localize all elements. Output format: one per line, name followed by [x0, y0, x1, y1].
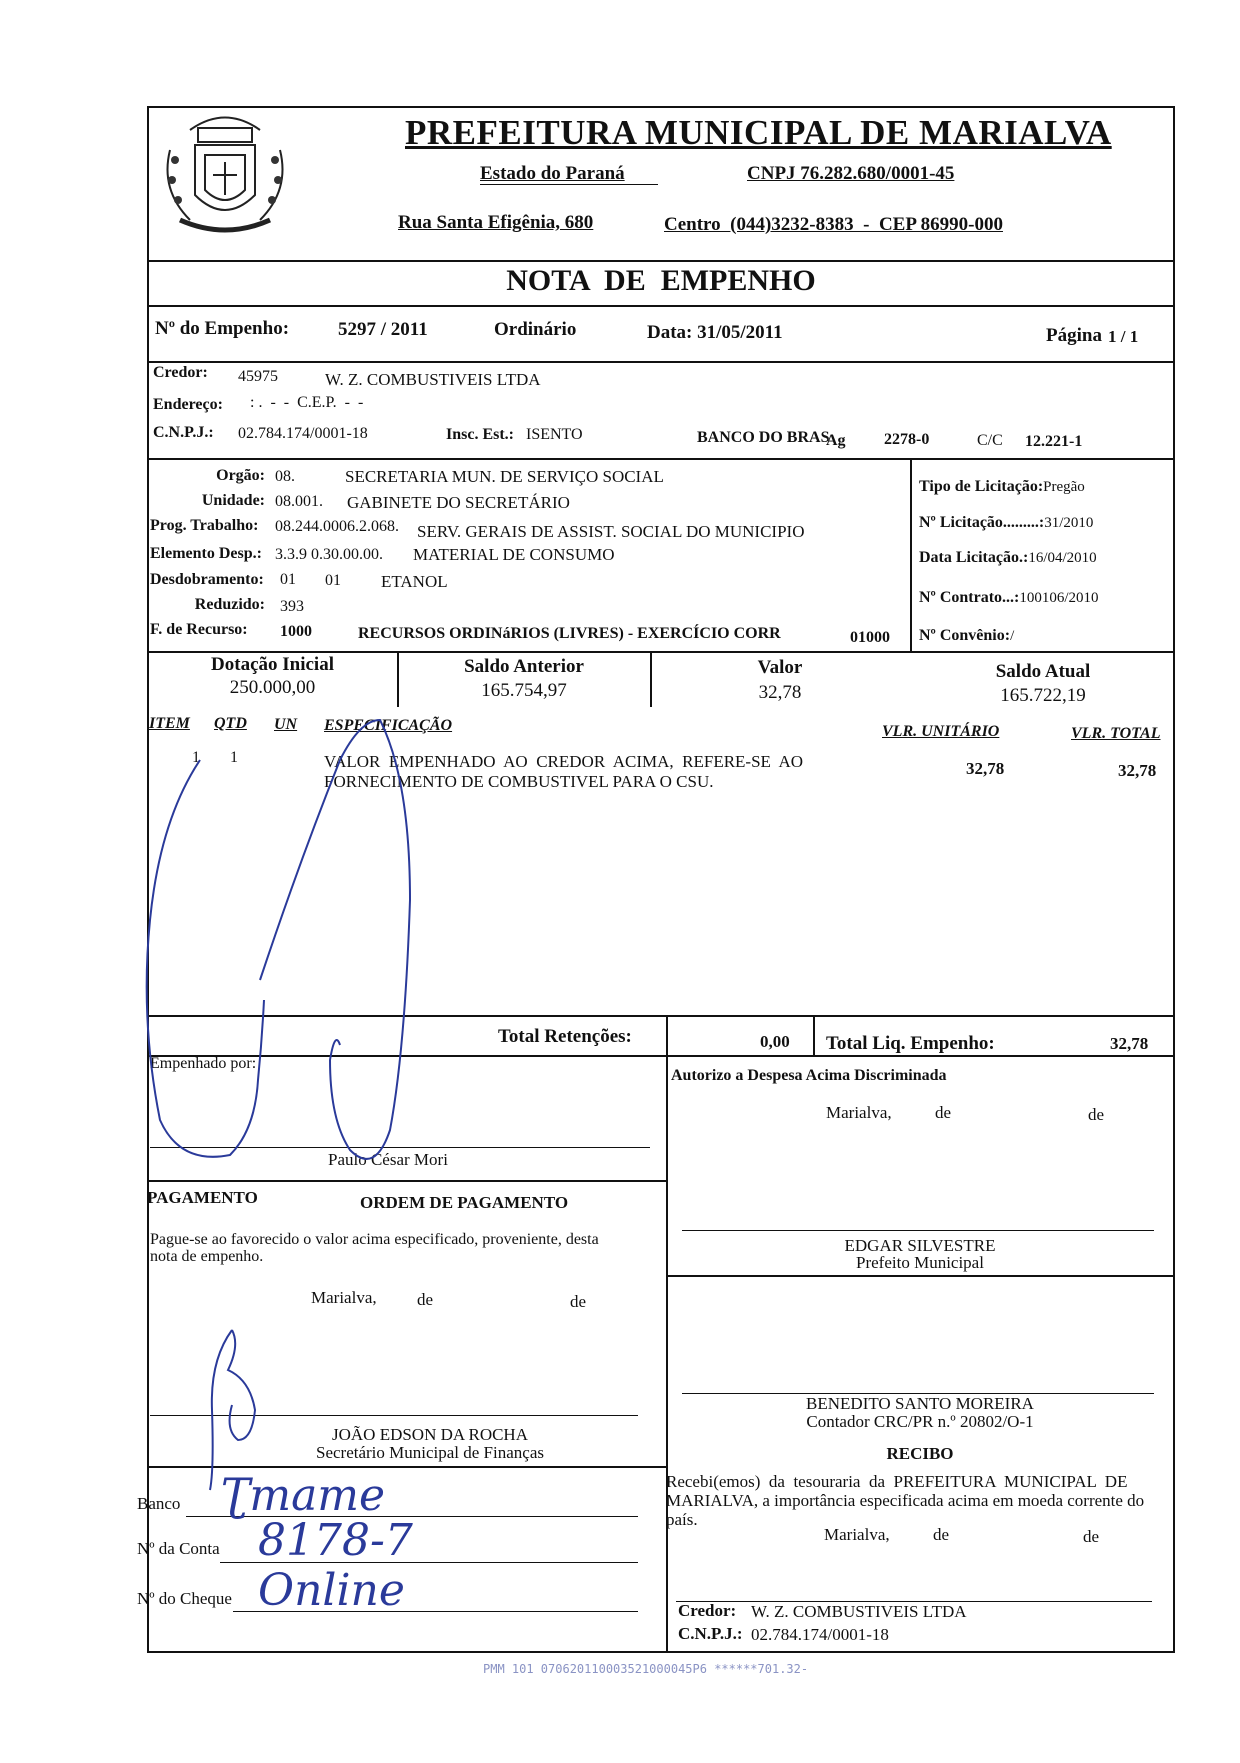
prog-label: Prog. Trabalho:: [150, 517, 259, 534]
empenho-type: Ordinário: [494, 319, 577, 340]
credor-label: Credor:: [153, 364, 208, 381]
page-title: PREFEITURA MUNICIPAL DE MARIALVA: [405, 113, 1112, 152]
empenho-label: Nº do Empenho:: [155, 318, 290, 339]
recibo-text-line-1: Recebi(emos) da tesouraria da PREFEITURA MUNICIPAL DE: [666, 1472, 1128, 1491]
convenio-label: Nº Convênio:: [919, 627, 1011, 644]
ordem-pagamento-title: ORDEM DE PAGAMENTO: [360, 1193, 569, 1212]
unidade-code: 08.001.: [275, 493, 323, 510]
saldo-atual-label: Saldo Atual: [995, 661, 1091, 682]
cnpj-label: C.N.P.J.:: [153, 424, 214, 441]
desd-name: ETANOL: [381, 572, 448, 591]
licitacao-tipo-value: Pregão: [1043, 479, 1085, 495]
reduzido-label: Reduzido:: [194, 596, 265, 613]
account-label: C/C: [977, 432, 1003, 449]
insc-value: ISENTO: [526, 426, 583, 443]
col-vlr-total: VLR. TOTAL: [1071, 725, 1161, 742]
recibo-credor-name: W. Z. COMBUSTIVEIS LTDA: [751, 1602, 967, 1621]
desd-code-1: 01: [280, 571, 296, 588]
state-name: Estado do Paraná: [480, 163, 625, 184]
elem-code: 3.3.9 0.30.00.00.: [275, 546, 383, 563]
recibo-text-line-2: MARIALVA, a importância especificada acima em moeda corrente do: [666, 1491, 1145, 1510]
contador-cargo: Contador CRC/PR n.º 20802/O-1: [806, 1412, 1034, 1431]
reduzido-value: 393: [280, 598, 304, 615]
saldo-anterior-label: Saldo Anterior: [464, 656, 584, 677]
col-qtd: QTD: [214, 715, 247, 732]
conta-label: Nº da Conta: [137, 1539, 220, 1558]
orgao-code: 08.: [275, 468, 295, 485]
elem-name: MATERIAL DE CONSUMO: [413, 545, 615, 564]
pagamento-de-2: de: [570, 1292, 587, 1311]
page-number: 1 / 1: [1108, 327, 1139, 346]
orgao-label: Orgão:: [216, 467, 265, 484]
item-total-value: 32,78: [1118, 761, 1157, 780]
page-label: Página: [1046, 325, 1102, 346]
contador-nome: BENEDITO SANTO MOREIRA: [806, 1394, 1034, 1413]
recibo-cnpj-value: 02.784.174/0001-18: [751, 1625, 889, 1644]
recibo-text-line-3: país.: [666, 1510, 698, 1529]
saldo-atual-value: 165.722,19: [1000, 685, 1086, 706]
prog-name: SERV. GERAIS DE ASSIST. SOCIAL DO MUNICIPIO: [417, 522, 805, 541]
licitacao-numero-value: 31/2010: [1044, 515, 1094, 531]
banco-label: Banco: [137, 1494, 181, 1513]
liq-empenho-label: Total Liq. Empenho:: [826, 1033, 995, 1054]
valor-value: 32,78: [758, 682, 802, 703]
credor-code: 45975: [238, 368, 278, 385]
empenhado-nome: Paulo César Mori: [328, 1150, 448, 1169]
valor-label: Valor: [757, 657, 803, 678]
cheque-handwritten: Online: [258, 1565, 405, 1616]
item-unit-value: 32,78: [966, 759, 1005, 778]
desd-label: Desdobramento:: [150, 571, 264, 588]
banco-handwritten: Ʈmame: [220, 1470, 386, 1521]
address-street: Rua Santa Efigênia, 680: [398, 212, 594, 233]
saldo-anterior-value: 165.754,97: [481, 680, 567, 701]
endereco-value: : . - - C.E.P. - -: [250, 394, 364, 411]
autorizo-local: Marialva,: [826, 1103, 892, 1122]
autorizo-de-2: de: [1088, 1105, 1105, 1124]
autorizo-de-1: de: [935, 1103, 952, 1122]
recurso-code: 1000: [280, 623, 312, 640]
pagamento-label: PAGAMENTO: [147, 1188, 258, 1207]
retencoes-label: Total Retenções:: [498, 1026, 632, 1047]
item-qtd: 1: [230, 749, 238, 766]
pagamento-text-line-2: nota de empenho.: [150, 1248, 264, 1265]
elem-label: Elemento Desp.:: [150, 545, 262, 562]
endereco-label: Endereço:: [153, 396, 223, 413]
col-item: ITEM: [149, 715, 190, 732]
recibo-credor-label: Credor:: [678, 1601, 737, 1620]
recibo-title: RECIBO: [886, 1444, 954, 1463]
insc-label: Insc. Est.:: [446, 426, 515, 443]
empenho-number: 5297 / 2011: [338, 319, 428, 340]
credor-name: W. Z. COMBUSTIVEIS LTDA: [325, 370, 541, 389]
col-vlr-unitario: VLR. UNITÁRIO: [882, 723, 1000, 740]
doc-title: NOTA DE EMPENHO: [506, 264, 816, 297]
prefeito-cargo: Prefeito Municipal: [856, 1253, 984, 1272]
agency-value: 2278-0: [884, 431, 930, 448]
secretario-cargo: Secretário Municipal de Finanças: [315, 1443, 544, 1462]
orgao-name: SECRETARIA MUN. DE SERVIÇO SOCIAL: [345, 467, 664, 486]
recibo-de-2: de: [1083, 1527, 1100, 1546]
item-number: 1: [192, 749, 200, 766]
liq-empenho-value: 32,78: [1110, 1034, 1149, 1053]
empenho-date: Data: 31/05/2011: [647, 322, 783, 343]
dotacao-value: 250.000,00: [229, 677, 316, 698]
agency-label: Ag: [826, 432, 846, 449]
credor-cnpj: 02.784.174/0001-18: [238, 425, 368, 442]
recibo-local: Marialva,: [824, 1525, 890, 1544]
unidade-label: Unidade:: [201, 492, 265, 509]
recurso-label: F. de Recurso:: [150, 621, 248, 638]
conta-handwritten: 8178-7: [258, 1515, 413, 1566]
item-description-line-2: FORNECIMENTO DE COMBUSTIVEL PARA O CSU.: [324, 772, 714, 791]
col-un: UN: [274, 716, 298, 733]
desd-code-2: 01: [325, 572, 341, 589]
empenhado-label: Empenhado por:: [150, 1055, 257, 1072]
contrato-label: Nº Contrato...:: [919, 589, 1020, 606]
footer-barcode-text: PMM 101 070620110003521000045P6 ******701.32-: [483, 1662, 809, 1676]
pagamento-local: Marialva,: [311, 1288, 377, 1307]
licitacao-data-label: Data Licitação.:: [919, 549, 1029, 566]
recurso-code-2: 01000: [850, 629, 890, 646]
recibo-de-1: de: [933, 1525, 950, 1544]
unidade-name: GABINETE DO SECRETÁRIO: [347, 493, 570, 512]
col-especificacao: ESPECIFICAÇÃO: [324, 717, 453, 734]
address-rest: Centro (044)3232-8383 - CEP 86990-000: [664, 214, 1003, 235]
licitacao-tipo-label: Tipo de Licitação:: [919, 478, 1044, 495]
retencoes-value: 0,00: [760, 1032, 790, 1051]
cnpj-header: CNPJ 76.282.680/0001-45: [747, 163, 955, 184]
contrato-value: 100106/2010: [1019, 590, 1099, 606]
recurso-name: RECURSOS ORDINáRIOS (LIVRES) - EXERCÍCIO CORR: [358, 625, 781, 642]
pagamento-de-1: de: [417, 1290, 434, 1309]
cheque-label: Nº do Cheque: [137, 1589, 232, 1608]
convenio-value: /: [1010, 628, 1015, 644]
licitacao-numero-label: Nº Licitação.........:: [919, 514, 1045, 531]
licitacao-data-value: 16/04/2010: [1028, 550, 1097, 566]
prog-code: 08.244.0006.2.068.: [275, 518, 399, 535]
recibo-cnpj-label: C.N.P.J.:: [678, 1624, 743, 1643]
item-description-line-1: VALOR EMPENHADO AO CREDOR ACIMA, REFERE-SE AO: [324, 752, 804, 771]
dotacao-label: Dotação Inicial: [211, 654, 334, 675]
secretario-nome: JOÃO EDSON DA ROCHA: [332, 1425, 528, 1444]
autorizo-text: Autorizo a Despesa Acima Discriminada: [671, 1067, 947, 1084]
bank-name: BANCO DO BRAS: [697, 429, 830, 446]
pagamento-text-line-1: Pague-se ao favorecido o valor acima especificado, proveniente, desta: [150, 1231, 599, 1248]
account-value: 12.221-1: [1025, 433, 1083, 450]
prefeito-nome: EDGAR SILVESTRE: [844, 1236, 996, 1255]
